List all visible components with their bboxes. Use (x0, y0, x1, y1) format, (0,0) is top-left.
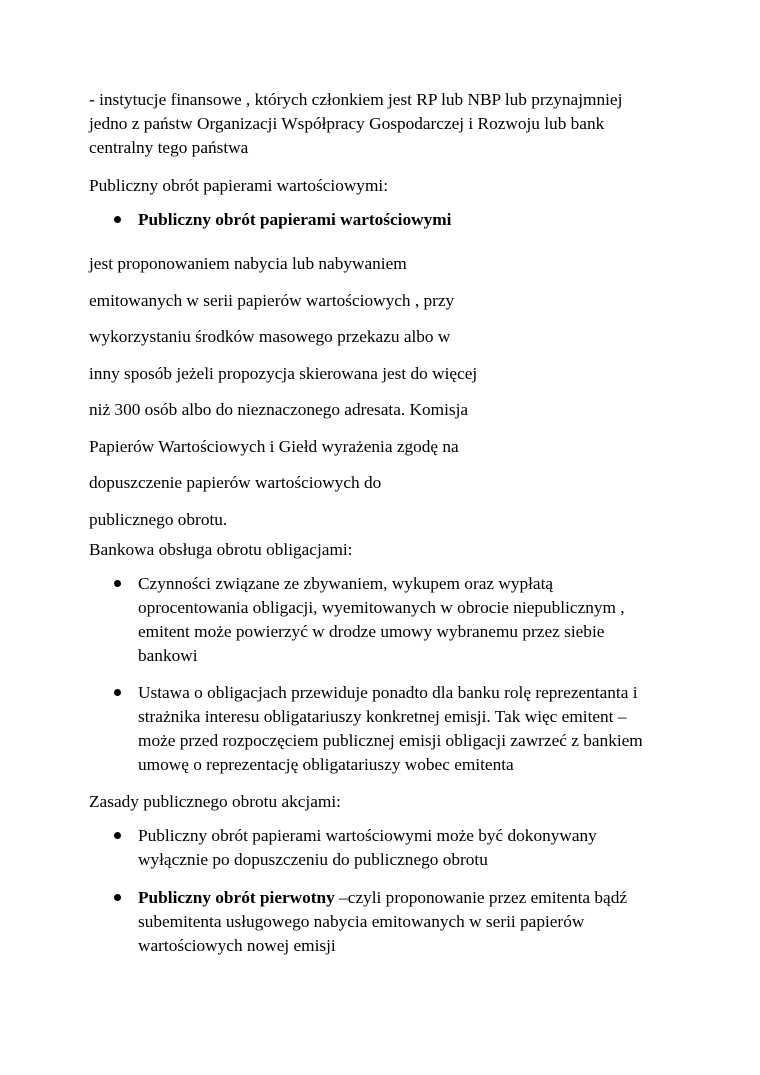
section-heading-public-trading: Publiczny obrót papierami wartościowymi: (89, 176, 388, 195)
section-heading-share-trading: Zasady publicznego obrotu akcjami: (89, 792, 341, 811)
intro-line: - instytucje finansowe , których członkiem jest RP lub NBP lub przynajmniej (89, 90, 623, 109)
bullet-rest-text: –czyli proponowanie przez emitenta bądź (334, 888, 628, 907)
bullet-dot (114, 689, 121, 696)
bullet-line: strażnika interesu obligatariuszy konkretnej emisji. Tak więc emitent – (138, 707, 627, 726)
bullet-line: Publiczny obrót papierami wartościowymi może być dokonywany (138, 826, 597, 845)
bullet-dot (114, 832, 121, 839)
body-line: publicznego obrotu. (89, 509, 228, 529)
body-line: inny sposób jeżeli propozycja skierowana jest do więcej (89, 363, 478, 383)
bullet-text (138, 681, 643, 777)
bullet-dot (114, 216, 121, 223)
bullet-line: oprocentowania obligacji, wyemitowanych w obrocie niepublicznym , (138, 598, 625, 617)
bullet-line: Czynności związane ze zbywaniem, wykupem oraz wypłatą (138, 574, 554, 593)
bullet-bold-text: Publiczny obrót papierami wartościowymi (138, 210, 452, 229)
section1-body (89, 246, 477, 538)
bullet-line: emitent może powierzyć w drodze umowy wybranemu przez siebie (138, 622, 605, 641)
body-line: niż 300 osób albo do nieznaczonego adresata. Komisja (89, 400, 469, 419)
body-line: Papierów Wartościowych i Giełd wyrażenia zgodę na (89, 436, 459, 456)
bullet-line: umowę o reprezentację obligatariuszy wobec emitenta (138, 755, 514, 774)
intro-line: jedno z państw Organizacji Współpracy Gospodarczej i Rozwoju lub bank (89, 114, 605, 133)
bullet-line: bankowi (138, 646, 198, 665)
bullet-text (138, 824, 597, 872)
body-line: dopuszczenie papierów wartościowych do (89, 473, 382, 492)
body-line: wykorzystaniu środków masowego przekazu albo w (89, 327, 451, 346)
bullet-dot (114, 580, 121, 587)
bullet-line: Ustawa o obligacjach przewiduje ponadto dla banku rolę reprezentanta i (138, 683, 638, 702)
bullet-line: subemitenta usługowego nabycia emitowanych w serii papierów (138, 912, 585, 931)
body-line: emitowanych w serii papierów wartościowych , przy (89, 290, 455, 310)
intro-paragraph (89, 88, 622, 160)
bullet-line: może przed rozpoczęciem publicznej emisji obligacji zawrzeć z bankiem (138, 731, 643, 750)
body-line: jest proponowaniem nabycia lub nabywaniem (89, 254, 407, 273)
bullet-line: wyłącznie po dopuszczeniu do publicznego obrotu (138, 850, 488, 869)
bullet-text (138, 572, 625, 668)
intro-line: centralny tego państwa (89, 138, 249, 157)
bullet-dot (114, 894, 121, 901)
section-heading-bond-service: Bankowa obsługa obrotu obligacjami: (89, 540, 353, 559)
bullet-first-line (138, 886, 627, 910)
bullet-bold-term: Publiczny obrót pierwotny (138, 888, 335, 907)
bullet-line: wartościowych nowej emisji (138, 936, 336, 955)
bullet-text (138, 886, 627, 958)
